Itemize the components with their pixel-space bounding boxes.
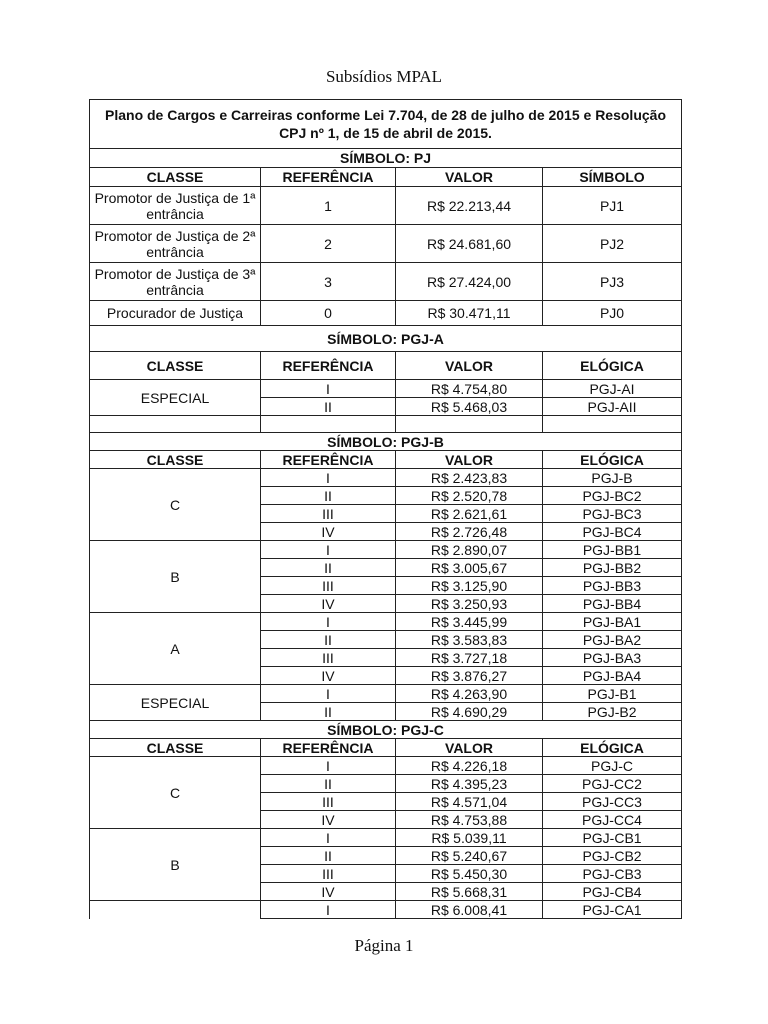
cell-elogica: PGJ-BB3 — [543, 577, 682, 595]
cell-referencia: IV — [261, 883, 396, 901]
cell-valor: R$ 5.240,67 — [396, 847, 543, 865]
column-header: ELÓGICA — [543, 352, 682, 380]
cell-elogica: PGJ-BA1 — [543, 613, 682, 631]
cell-referencia: II — [261, 487, 396, 505]
cell-classe: B — [90, 541, 261, 613]
cell-elogica: PGJ-CC4 — [543, 811, 682, 829]
cell-simbolo: PJ1 — [543, 187, 682, 225]
cell-elogica: PGJ-BC4 — [543, 523, 682, 541]
cell-valor: R$ 3.125,90 — [396, 577, 543, 595]
cell-valor: R$ 4.226,18 — [396, 757, 543, 775]
cell-elogica: PGJ-CB4 — [543, 883, 682, 901]
table-row — [90, 901, 682, 919]
table-row — [90, 541, 682, 559]
cell-referencia: IV — [261, 595, 396, 613]
cell-elogica: PGJ-BC2 — [543, 487, 682, 505]
section-title-pj: SÍMBOLO: PJ — [90, 149, 682, 168]
cell-referencia: I — [261, 901, 396, 919]
cell-classe: C — [90, 757, 261, 829]
cell-elogica: PGJ-CB1 — [543, 829, 682, 847]
cell-valor: R$ 2.423,83 — [396, 469, 543, 487]
cell-valor: R$ 22.213,44 — [396, 187, 543, 225]
section-title-pgj-b: SÍMBOLO: PGJ-B — [90, 433, 682, 451]
cell-elogica: PGJ-BB2 — [543, 559, 682, 577]
table-row — [90, 380, 682, 398]
cell-valor: R$ 4.690,29 — [396, 703, 543, 721]
cell-referencia: I — [261, 541, 396, 559]
cell-elogica: PGJ-CC2 — [543, 775, 682, 793]
cell-simbolo: PJ2 — [543, 225, 682, 263]
cell-valor: R$ 4.754,80 — [396, 380, 543, 398]
cell-referencia: III — [261, 577, 396, 595]
cell-classe: ESPECIAL — [90, 380, 261, 416]
table-caption: Plano de Cargos e Carreiras conforme Lei 7.704, de 28 de julho de 2015 e Resolução CPJ nº 1, de 15 de abril de 2015. — [90, 100, 682, 149]
cell-valor: R$ 30.471,11 — [396, 301, 543, 326]
cell-referencia: IV — [261, 811, 396, 829]
cell-elogica: PGJ-CB2 — [543, 847, 682, 865]
cell-valor: R$ 4.263,90 — [396, 685, 543, 703]
cell-referencia: I — [261, 685, 396, 703]
cell-elogica: PGJ-C — [543, 757, 682, 775]
cell-valor: R$ 2.520,78 — [396, 487, 543, 505]
table-row — [90, 757, 682, 775]
cell-referencia: II — [261, 398, 396, 416]
table-row — [90, 613, 682, 631]
cell-classe: Procurador de Justiça — [90, 301, 261, 326]
cell-referencia: I — [261, 380, 396, 398]
column-header: REFERÊNCIA — [261, 352, 396, 380]
cell-simbolo: PJ0 — [543, 301, 682, 326]
table-row — [90, 301, 682, 326]
cell-referencia: II — [261, 847, 396, 865]
cell-valor: R$ 4.571,04 — [396, 793, 543, 811]
cell-valor: R$ 2.621,61 — [396, 505, 543, 523]
cell-classe: Promotor de Justiça de 2ª entrância — [90, 225, 261, 263]
cell-valor: R$ 4.395,23 — [396, 775, 543, 793]
cell-classe: Promotor de Justiça de 3ª entrância — [90, 263, 261, 301]
cell-referencia: II — [261, 775, 396, 793]
cell-elogica: PGJ-BA2 — [543, 631, 682, 649]
cell-valor: R$ 2.726,48 — [396, 523, 543, 541]
cell-referencia: I — [261, 829, 396, 847]
column-header: VALOR — [396, 739, 543, 757]
table-row — [90, 685, 682, 703]
cell-valor: R$ 3.876,27 — [396, 667, 543, 685]
cell-valor: R$ 27.424,00 — [396, 263, 543, 301]
cell-valor: R$ 3.583,83 — [396, 631, 543, 649]
cell-elogica: PGJ-AII — [543, 398, 682, 416]
cell-classe: C — [90, 469, 261, 541]
cell-elogica: PGJ-CA1 — [543, 901, 682, 919]
table-row — [90, 187, 682, 225]
cell-valor: R$ 5.450,30 — [396, 865, 543, 883]
cell-valor: R$ 5.668,31 — [396, 883, 543, 901]
cell-elogica: PGJ-AI — [543, 380, 682, 398]
cell-classe — [90, 901, 261, 919]
cell-referencia: II — [261, 631, 396, 649]
cell-elogica: PGJ-BA3 — [543, 649, 682, 667]
cell-valor: R$ 3.445,99 — [396, 613, 543, 631]
table-row-empty — [90, 416, 682, 433]
salary-table — [89, 99, 682, 919]
cell-elogica: PGJ-CB3 — [543, 865, 682, 883]
cell-referencia: I — [261, 469, 396, 487]
cell-classe: ESPECIAL — [90, 685, 261, 721]
cell-referencia: I — [261, 613, 396, 631]
cell-referencia: 0 — [261, 301, 396, 326]
cell-elogica: PGJ-B — [543, 469, 682, 487]
column-header: REFERÊNCIA — [261, 451, 396, 469]
cell-elogica: PGJ-BB1 — [543, 541, 682, 559]
cell-referencia: II — [261, 559, 396, 577]
table-row — [90, 225, 682, 263]
cell-elogica: PGJ-BB4 — [543, 595, 682, 613]
cell-valor: R$ 3.250,93 — [396, 595, 543, 613]
column-header: VALOR — [396, 451, 543, 469]
table-row — [90, 829, 682, 847]
page-title: Subsídios MPAL — [325, 67, 443, 86]
cell-valor: R$ 6.008,41 — [396, 901, 543, 919]
cell-simbolo: PJ3 — [543, 263, 682, 301]
column-header: VALOR — [396, 352, 543, 380]
cell-valor: R$ 2.890,07 — [396, 541, 543, 559]
column-header: ELÓGICA — [543, 451, 682, 469]
cell-elogica: PGJ-CC3 — [543, 793, 682, 811]
cell-classe: Promotor de Justiça de 1ª entrância — [90, 187, 261, 225]
table-row — [90, 469, 682, 487]
cell-referencia: 2 — [261, 225, 396, 263]
section-title-pgj-c: SÍMBOLO: PGJ-C — [90, 721, 682, 739]
cell-referencia: IV — [261, 523, 396, 541]
cell-valor: R$ 3.005,67 — [396, 559, 543, 577]
cell-referencia: II — [261, 703, 396, 721]
column-header: REFERÊNCIA — [261, 168, 396, 187]
column-header: CLASSE — [90, 168, 261, 187]
cell-referencia: III — [261, 649, 396, 667]
cell-referencia: III — [261, 793, 396, 811]
table-row — [90, 263, 682, 301]
cell-elogica: PGJ-BA4 — [543, 667, 682, 685]
column-header: VALOR — [396, 168, 543, 187]
column-header: CLASSE — [90, 451, 261, 469]
cell-referencia: 1 — [261, 187, 396, 225]
cell-valor: R$ 5.468,03 — [396, 398, 543, 416]
cell-classe: A — [90, 613, 261, 685]
section-title-pgj-a: SÍMBOLO: PGJ-A — [90, 326, 682, 352]
cell-elogica: PGJ-B2 — [543, 703, 682, 721]
cell-valor: R$ 5.039,11 — [396, 829, 543, 847]
cell-elogica: PGJ-BC3 — [543, 505, 682, 523]
column-header: CLASSE — [90, 352, 261, 380]
cell-referencia: 3 — [261, 263, 396, 301]
cell-referencia: I — [261, 757, 396, 775]
column-header: REFERÊNCIA — [261, 739, 396, 757]
cell-elogica: PGJ-B1 — [543, 685, 682, 703]
cell-valor: R$ 24.681,60 — [396, 225, 543, 263]
cell-referencia: IV — [261, 667, 396, 685]
cell-valor: R$ 3.727,18 — [396, 649, 543, 667]
column-header: ELÓGICA — [543, 739, 682, 757]
cell-valor: R$ 4.753,88 — [396, 811, 543, 829]
cell-referencia: III — [261, 865, 396, 883]
column-header: SÍMBOLO — [543, 168, 682, 187]
cell-referencia: III — [261, 505, 396, 523]
cell-classe: B — [90, 829, 261, 901]
column-header: CLASSE — [90, 739, 261, 757]
page-number: Página 1 — [354, 936, 414, 955]
